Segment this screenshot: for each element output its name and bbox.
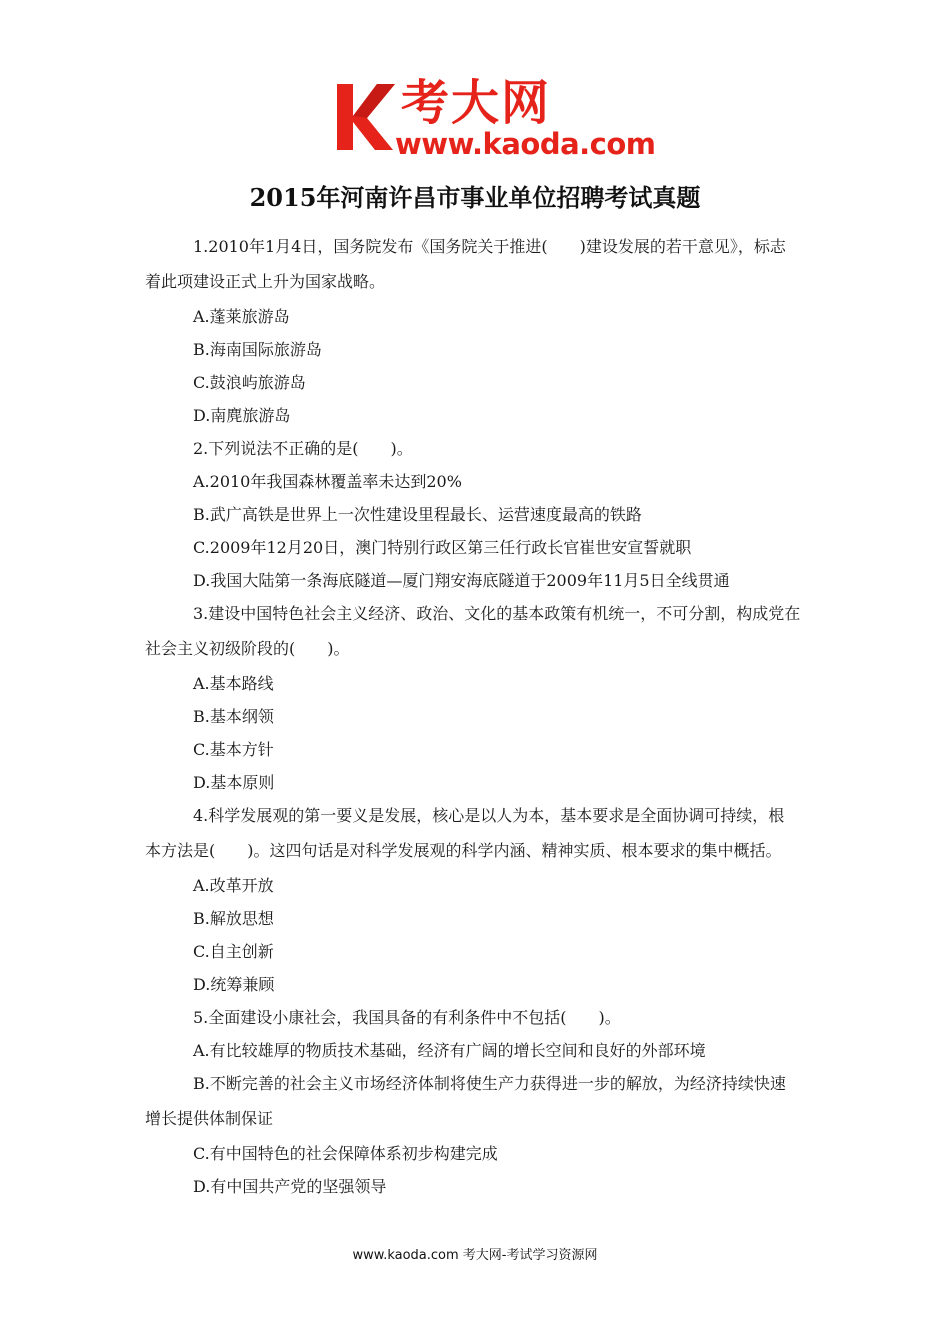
answer-option: C.2009年12月20日，澳门特别行政区第三任行政长官崔世安宣誓就职 [193, 538, 692, 557]
answer-option: B.海南国际旅游岛 [193, 340, 322, 359]
answer-option: D.统筹兼顾 [193, 975, 275, 994]
answer-option: A.基本路线 [193, 674, 274, 693]
answer-option: B.基本纲领 [193, 707, 274, 726]
question-text: 4.科学发展观的第一要义是发展，核心是以人为本，基本要求是全面协调可持续，根 [193, 806, 785, 825]
answer-option: D.南麂旅游岛 [193, 406, 291, 425]
logo-brand-url: www.kaoda.com [395, 127, 656, 161]
question-text-continued: 本方法是( )。这四句话是对科学发展观的科学内涵、精神实质、根本要求的集中概括。 [145, 841, 782, 860]
question-text: 3.建设中国特色社会主义经济、政治、文化的基本政策有机统一，不可分割，构成党在 [193, 604, 801, 623]
answer-option: D.有中国共产党的坚强领导 [193, 1177, 387, 1196]
question-text-continued: 社会主义初级阶段的( )。 [145, 639, 350, 658]
answer-option: B.解放思想 [193, 909, 274, 928]
question-block [145, 597, 810, 799]
kaoda-logo [333, 75, 656, 162]
question-text-continued: 着此项建设正式上升为国家战略。 [145, 272, 386, 291]
question-text: 2.下列说法不正确的是( )。 [193, 439, 413, 458]
logo-brand-cn: 考大网 [401, 75, 552, 131]
answer-option: A.2010年我国森林覆盖率未达到20% [193, 472, 462, 491]
answer-option: C.自主创新 [193, 942, 274, 961]
question-block [145, 799, 810, 1001]
answer-option: D.我国大陆第一条海底隧道—厦门翔安海底隧道于2009年11月5日全线贯通 [193, 571, 730, 590]
answer-option-continued: 增长提供体制保证 [145, 1109, 274, 1128]
answer-option: B.不断完善的社会主义市场经济体制将使生产力获得进一步的解放，为经济持续快速 [193, 1074, 786, 1093]
answer-option: A.改革开放 [193, 876, 274, 895]
question-block [145, 432, 810, 597]
answer-option: B.武广高铁是世界上一次性建设里程最长、运营速度最高的铁路 [193, 505, 642, 524]
answer-option: A.有比较雄厚的物质技术基础，经济有广阔的增长空间和良好的外部环境 [193, 1041, 706, 1060]
question-text: 1.2010年1月4日，国务院发布《国务院关于推进( )建设发展的若干意见》，标志 [193, 237, 786, 256]
answer-option: D.基本原则 [193, 773, 275, 792]
answer-option: A.蓬莱旅游岛 [193, 307, 290, 326]
question-block [145, 1001, 810, 1203]
page-title: 2015年河南许昌市事业单位招聘考试真题 [249, 183, 701, 212]
k-logo-icon [333, 76, 403, 156]
question-list [145, 230, 810, 1203]
question-text: 5.全面建设小康社会，我国具备的有利条件中不包括( )。 [193, 1008, 621, 1027]
question-block [145, 230, 810, 432]
answer-option: C.有中国特色的社会保障体系初步构建完成 [193, 1144, 498, 1163]
answer-option: C.鼓浪屿旅游岛 [193, 373, 306, 392]
answer-option: C.基本方针 [193, 740, 274, 759]
page-footer: www.kaoda.com 考大网-考试学习资源网 [352, 1248, 598, 1263]
